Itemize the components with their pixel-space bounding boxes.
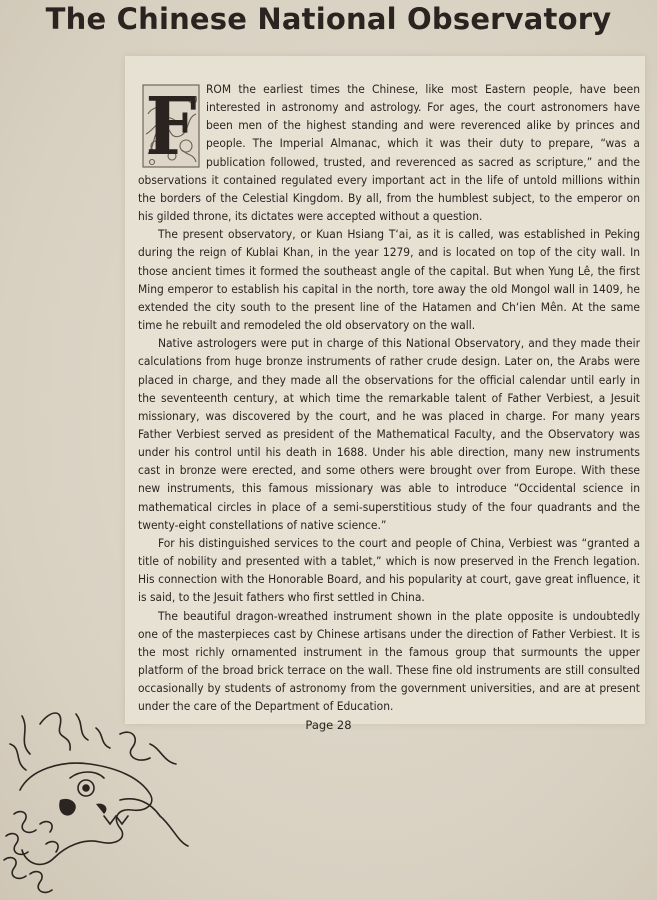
paragraph-5: The beautiful dragon-wreathed instrument shown in the plate opposite is undoubtedly one of the masterpieces cast by Chinese artisans under the direction of Father Verbiest. It is the most richly ornamented instrument in the famous group that surmounts the upper platform of the broad brick terrace on the wall. These fine old instruments are still consulted occasionally by students of astronomy from the government universities, and are at present under the care of the Department of Education. xyxy=(138,608,640,714)
paragraph-3: Native astrologers were put in charge of this National Observatory, and they made their calculations from huge bronze instruments of rather crude design. Later on, the Arabs were placed in charge, and they made all the observations for the official calendar until early in the seventeenth century, at which time the remarkable talent of Father Verbiest, a Jesuit missionary, was discovered by the court, and he was placed in charge. For many years Father Verbiest served as president of the Mathematical Faculty, and the Observatory was under his control until his death in 1688. Under his able direction, many new instruments cast in bronze were erected, and some others were brought over from Europe. With these new instruments, this famous missionary was able to introduce “Occidental science in mathematical circles in place of a semi-superstitious study of the four quadrants and the twenty-eight constellations of native science.” xyxy=(138,336,640,532)
article-body xyxy=(138,80,640,715)
page-title: The Chinese National Observatory xyxy=(45,2,612,36)
first-paragraph-text: the earliest times the Chinese, like most Eastern people, have been interested in astronomy and astrology. For ages, the court astronomers have been men of the highest standing and were reverenced alike by princes and people. The Imperial Almanac, which it was their duty to prepare, “was a publication followed, trusted, and reverenced as sacred as scripture,” and the observations it contained regulated every important act in the life of untold millions within the borders of the Celestial Kingdom. By all, from the humblest subject, to the emperor on his gilded throne, its dictates were accepted without a question. xyxy=(138,82,640,224)
page-number: Page 28 xyxy=(305,718,352,732)
paragraph-2: The present observatory, or Kuan Hsiang T‘ai, as it is called, was established in Peking during the reign of Kublai Khan, in the year 1279, and is located on top of the city wall. In those ancient times it formed the southeast angle of the capital. But when Yung Lê, the first Ming emperor to establish his capital in the north, tore away the old Mongol wall in 1409, he extended the city south to the present line of the Hatamen and Ch‘ien Mên. At the same time he rebuilt and remodeled the old observatory on the wall. xyxy=(138,227,640,333)
dragon-head-icon xyxy=(0,704,200,900)
dropcap-letter: F xyxy=(145,79,197,173)
paragraph-1 xyxy=(138,80,640,225)
dropcap xyxy=(142,79,200,173)
first-paragraph-lead: ROM xyxy=(206,82,232,96)
paragraph-4: For his distinguished services to the court and people of China, Verbiest was “granted a title of nobility and presented with a tablet,” which is now preserved in the French legation. His connection with the Honorable Board, and his popularity at court, gave great influence, it is said, to the Jesuit fathers who first settled in China. xyxy=(138,535,640,605)
